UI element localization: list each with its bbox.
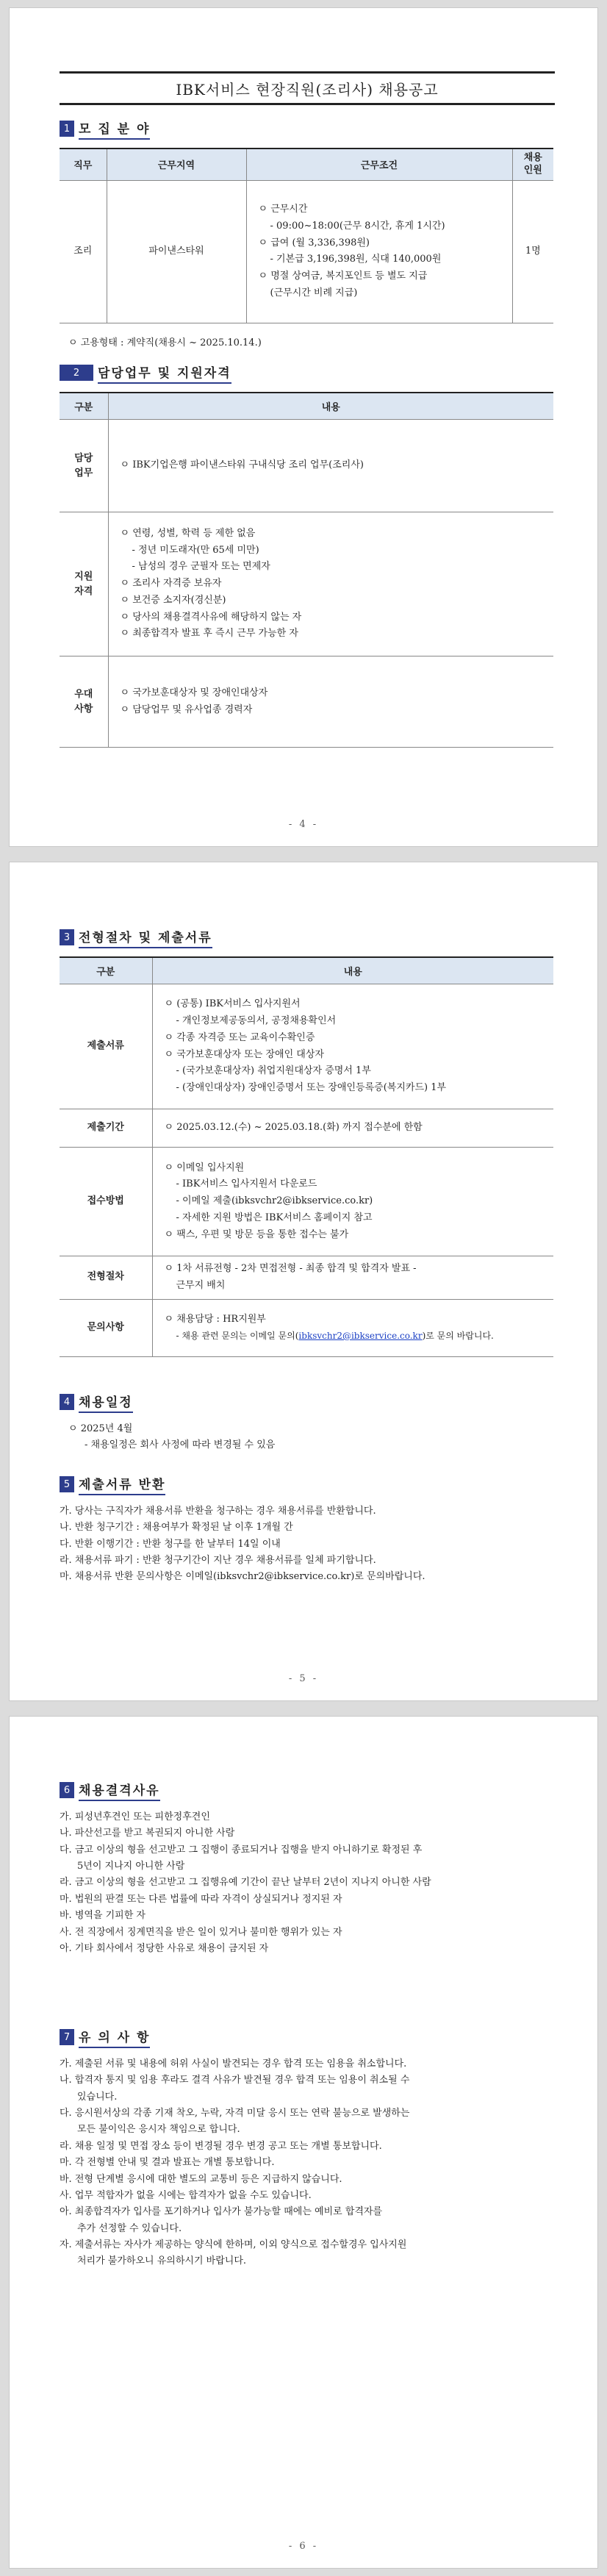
condition-line: - 09:00~18:00(근무 8시간, 휴게 1시간) bbox=[270, 220, 445, 232]
documents-line: - (장애인대상자) 장애인증명서 또는 장애인등록증(복지카드) 1부 bbox=[176, 1082, 447, 1093]
inquiry-label: 문의사항 bbox=[60, 1299, 152, 1356]
section-number: 4 bbox=[60, 1394, 74, 1410]
list-item: 나. 반환 청구기간 : 채용여부가 확정된 날 이후 1개월 간 bbox=[60, 1522, 293, 1534]
period-content bbox=[152, 1109, 553, 1148]
list-item: 아. 기타 회사에서 정당한 사유로 채용이 금지된 자 bbox=[60, 1942, 269, 1954]
qualification-line: - 정년 미도래자(만 65세 미만) bbox=[132, 544, 259, 556]
procedure-line: 근무지 배치 bbox=[176, 1279, 226, 1291]
qualification-line: - 남성의 경우 군필자 또는 면제자 bbox=[132, 561, 270, 573]
notes-list bbox=[60, 2056, 559, 2270]
section-6-heading bbox=[60, 1780, 160, 1800]
header-category: 구분 bbox=[60, 393, 108, 420]
procedure-content bbox=[152, 1256, 553, 1300]
header-category: 구분 bbox=[60, 957, 152, 984]
list-item: 마. 법원의 판결 또는 다른 법률에 따라 자격이 상실되거나 정지된 자 bbox=[60, 1893, 342, 1905]
section-title: 전형절차 및 제출서류 bbox=[79, 927, 212, 948]
list-item: 마. 각 전형별 안내 및 결과 발표는 개별 통보합니다. bbox=[60, 2157, 275, 2169]
section-3-heading bbox=[60, 927, 212, 948]
header-location: 근무지역 bbox=[107, 149, 246, 180]
method-line: - 이메일 제출(ibksvchr2@ibkservice.co.kr) bbox=[176, 1195, 373, 1207]
duty-line: ㅇ IBK기업은행 파이낸스타워 구내식당 조리 업무(조리사) bbox=[120, 459, 364, 471]
list-item: 라. 금고 이상의 형을 선고받고 그 집행유예 기간이 끝난 날부터 2년이 지나지 아니한 사람 bbox=[60, 1877, 431, 1889]
list-item: 가. 피성년후견인 또는 피한정후견인 bbox=[60, 1811, 210, 1822]
list-item: 바. 병역을 기피한 자 bbox=[60, 1910, 146, 1922]
list-item-continued: 있습니다. bbox=[77, 2091, 118, 2103]
list-item: 아. 최종합격자가 입사를 포기하거나 입사가 불가능할 때에는 예비로 합격자를 bbox=[60, 2206, 383, 2218]
period-line: ㅇ 2025.03.12.(수) ~ 2025.03.18.(화) 까지 접수분에 한함 bbox=[164, 1122, 423, 1134]
duties-content bbox=[108, 420, 553, 512]
section-number: 7 bbox=[60, 2029, 74, 2045]
section-title: 제출서류 반환 bbox=[79, 1474, 165, 1495]
duties-qualifications-table bbox=[60, 392, 553, 748]
condition-line: ㅇ 급여 (월 3,336,398원) bbox=[258, 237, 370, 248]
procedure-line: ㅇ 1차 서류전형 - 2차 면접전형 - 최종 합격 및 합격자 발표 - bbox=[164, 1263, 417, 1274]
document-page-6 bbox=[9, 1716, 598, 2569]
header-job: 직무 bbox=[60, 149, 107, 180]
condition-line: ㅇ 근무시간 bbox=[258, 204, 308, 215]
method-line: - 자세한 지원 방법은 IBK서비스 홈페이지 참고 bbox=[176, 1212, 373, 1223]
list-item: 사. 전 직장에서 징계면직을 받은 일이 있거나 불미한 행위가 있는 자 bbox=[60, 1926, 342, 1938]
section-number: 2 bbox=[60, 365, 93, 381]
list-item: 바. 전형 단계별 응시에 대한 별도의 교통비 등은 지급하지 않습니다. bbox=[60, 2173, 342, 2185]
list-item: 라. 채용서류 파기 : 반환 청구기간이 지난 경우 채용서류를 일체 파기합니다. bbox=[60, 1555, 376, 1567]
qualifications-label: 지원 자격 bbox=[60, 512, 108, 656]
inquiry-suffix: )로 문의 바랍니다. bbox=[422, 1330, 494, 1341]
inquiry-email-link[interactable]: ibksvchr2@ibkservice.co.kr bbox=[298, 1330, 423, 1341]
procedure-label: 전형절차 bbox=[60, 1256, 152, 1300]
list-item-continued: 처리가 불가하오니 유의하시기 바랍니다. bbox=[77, 2255, 247, 2267]
preference-content bbox=[108, 656, 553, 748]
header-content: 내용 bbox=[152, 957, 553, 984]
list-item: 다. 응시원서상의 각종 기재 착오, 누락, 자격 미달 응시 또는 연락 불능으로 발생하는 bbox=[60, 2108, 410, 2119]
header-conditions: 근무조건 bbox=[246, 149, 512, 180]
header-count: 채용 인원 bbox=[512, 149, 553, 180]
document-return-list bbox=[60, 1503, 559, 1586]
preference-line: ㅇ 담당업무 및 유사업종 경력자 bbox=[120, 704, 253, 715]
list-item: 마. 채용서류 반환 문의사항은 이메일(ibksvchr2@ibkservice.co.kr)로 문의바랍니다. bbox=[60, 1571, 425, 1583]
documents-line: ㅇ 국가보훈대상자 또는 장애인 대상자 bbox=[164, 1048, 324, 1060]
list-item: 사. 업무 적합자가 없을 시에는 합격자가 없을 수도 있습니다. bbox=[60, 2189, 312, 2201]
section-number: 3 bbox=[60, 929, 74, 945]
section-title: 담당업무 및 지원자격 bbox=[98, 362, 231, 384]
method-line: - IBK서비스 입사지원서 다운로드 bbox=[176, 1178, 317, 1190]
list-item: 나. 합격자 통지 및 임용 후라도 결격 사유가 발견될 경우 합격 또는 임용이 취소될 수 bbox=[60, 2075, 410, 2086]
method-line: ㅇ 팩스, 우편 및 방문 등을 통한 접수는 불가 bbox=[164, 1228, 349, 1240]
list-item: 가. 당사는 구직자가 채용서류 반환을 청구하는 경우 채용서류를 반환합니다. bbox=[60, 1506, 376, 1517]
inquiry-prefix: - 채용 관련 문의는 이메일 문의( bbox=[176, 1330, 299, 1341]
list-item-continued: 모든 불이익은 응시자 책임으로 합니다. bbox=[77, 2124, 240, 2136]
preference-line: ㅇ 국가보훈대상자 및 장애인대상자 bbox=[120, 687, 268, 698]
employment-type-note: ㅇ 고용형태 : 계약직(채용시 ~ 2025.10.14.) bbox=[68, 337, 262, 348]
documents-line: - 개인정보제공동의서, 공정채용확인서 bbox=[176, 1015, 337, 1026]
list-item: 다. 반환 이행기간 : 반환 청구를 한 날부터 14일 이내 bbox=[60, 1538, 281, 1550]
qualification-line: ㅇ 최종합격자 발표 후 즉시 근무 가능한 자 bbox=[120, 628, 298, 640]
list-item-continued: 추가 선정할 수 있습니다. bbox=[77, 2222, 182, 2234]
section-title: 모 집 분 야 bbox=[79, 118, 150, 140]
list-item: 라. 채용 일정 및 면접 장소 등이 변경될 경우 변경 공고 또는 개별 통보합니다. bbox=[60, 2140, 382, 2152]
schedule-line: - 채용일정은 회사 사정에 따라 변경될 수 있음 bbox=[85, 1439, 276, 1451]
duties-label: 담당 업무 bbox=[60, 420, 108, 512]
recruitment-table bbox=[60, 148, 553, 323]
qualification-line: ㅇ 당사의 채용결격사유에 해당하지 않는 자 bbox=[120, 611, 302, 623]
section-title: 채용일정 bbox=[79, 1392, 133, 1413]
section-number: 1 bbox=[60, 121, 74, 137]
count-cell: 1명 bbox=[512, 180, 553, 323]
inquiry-content bbox=[152, 1299, 553, 1356]
qualification-line: ㅇ 보건증 소지자(경신분) bbox=[120, 594, 226, 606]
method-label: 접수방법 bbox=[60, 1148, 152, 1256]
section-5-heading bbox=[60, 1474, 165, 1495]
section-4-heading bbox=[60, 1392, 133, 1412]
list-item: 가. 제출된 서류 및 내용에 허위 사실이 발견되는 경우 합격 또는 임용을 취소합니다. bbox=[60, 2058, 407, 2069]
documents-line: ㅇ (공통) IBK서비스 입사지원서 bbox=[164, 998, 301, 1010]
qualifications-content bbox=[108, 512, 553, 656]
documents-line: - (국가보훈대상자) 취업지원대상자 증명서 1부 bbox=[176, 1065, 371, 1077]
schedule-line: ㅇ 2025년 4월 bbox=[68, 1423, 133, 1434]
document-page-4 bbox=[9, 7, 598, 847]
documents-label: 제출서류 bbox=[60, 984, 152, 1109]
section-title: 채용결격사유 bbox=[79, 1780, 160, 1801]
section-1-heading bbox=[60, 118, 150, 139]
documents-content bbox=[152, 984, 553, 1109]
location-cell: 파이낸스타워 bbox=[107, 180, 246, 323]
condition-line: (근무시간 비례 지급) bbox=[270, 287, 358, 298]
document-title: IBK서비스 현장직원(조리사) 채용공고 bbox=[60, 71, 555, 105]
list-item: 나. 파산선고를 받고 복권되지 아니한 사람 bbox=[60, 1828, 235, 1839]
schedule-text bbox=[68, 1421, 553, 1454]
section-2-heading bbox=[60, 362, 231, 383]
page-number: - 5 - bbox=[288, 1673, 319, 1684]
disqualification-list bbox=[60, 1809, 559, 1957]
process-documents-table bbox=[60, 956, 553, 1357]
qualification-line: ㅇ 연령, 성별, 학력 등 제한 없음 bbox=[120, 527, 256, 539]
page-number: - 6 - bbox=[288, 2541, 319, 2552]
method-line: ㅇ 이메일 입사지원 bbox=[164, 1162, 245, 1173]
list-item: 다. 금고 이상의 형을 선고받고 그 집행이 종료되거나 집행을 받지 아니하기로 확정된 후 bbox=[60, 1844, 423, 1856]
method-content bbox=[152, 1148, 553, 1256]
documents-line: ㅇ 각종 자격증 또는 교육이수확인증 bbox=[164, 1031, 315, 1043]
page-number: - 4 - bbox=[288, 819, 319, 830]
condition-line: ㅇ 명절 상여금, 복지포인트 등 별도 지급 bbox=[258, 271, 428, 282]
inquiry-line: ㅇ 채용담당 : HR지원부 bbox=[164, 1314, 266, 1325]
section-title: 유 의 사 항 bbox=[79, 2027, 150, 2048]
section-number: 5 bbox=[60, 1476, 74, 1492]
conditions-cell bbox=[246, 180, 512, 323]
inquiry-email-line bbox=[165, 1328, 550, 1344]
section-number: 6 bbox=[60, 1782, 74, 1798]
document-page-5 bbox=[9, 862, 598, 1701]
section-7-heading bbox=[60, 2027, 150, 2047]
header-content: 내용 bbox=[108, 393, 553, 420]
list-item-continued: 5년이 지나지 아니한 사람 bbox=[77, 1861, 185, 1872]
qualification-line: ㅇ 조리사 자격증 보유자 bbox=[120, 578, 222, 590]
condition-line: - 기본급 3,196,398원, 식대 140,000원 bbox=[270, 254, 442, 265]
list-item: 자. 제출서류는 자사가 제공하는 양식에 한하며, 이외 양식으로 접수할경우 입사지원 bbox=[60, 2239, 407, 2250]
period-label: 제출기간 bbox=[60, 1109, 152, 1148]
preference-label: 우대 사항 bbox=[60, 656, 108, 748]
job-cell: 조리 bbox=[60, 180, 107, 323]
